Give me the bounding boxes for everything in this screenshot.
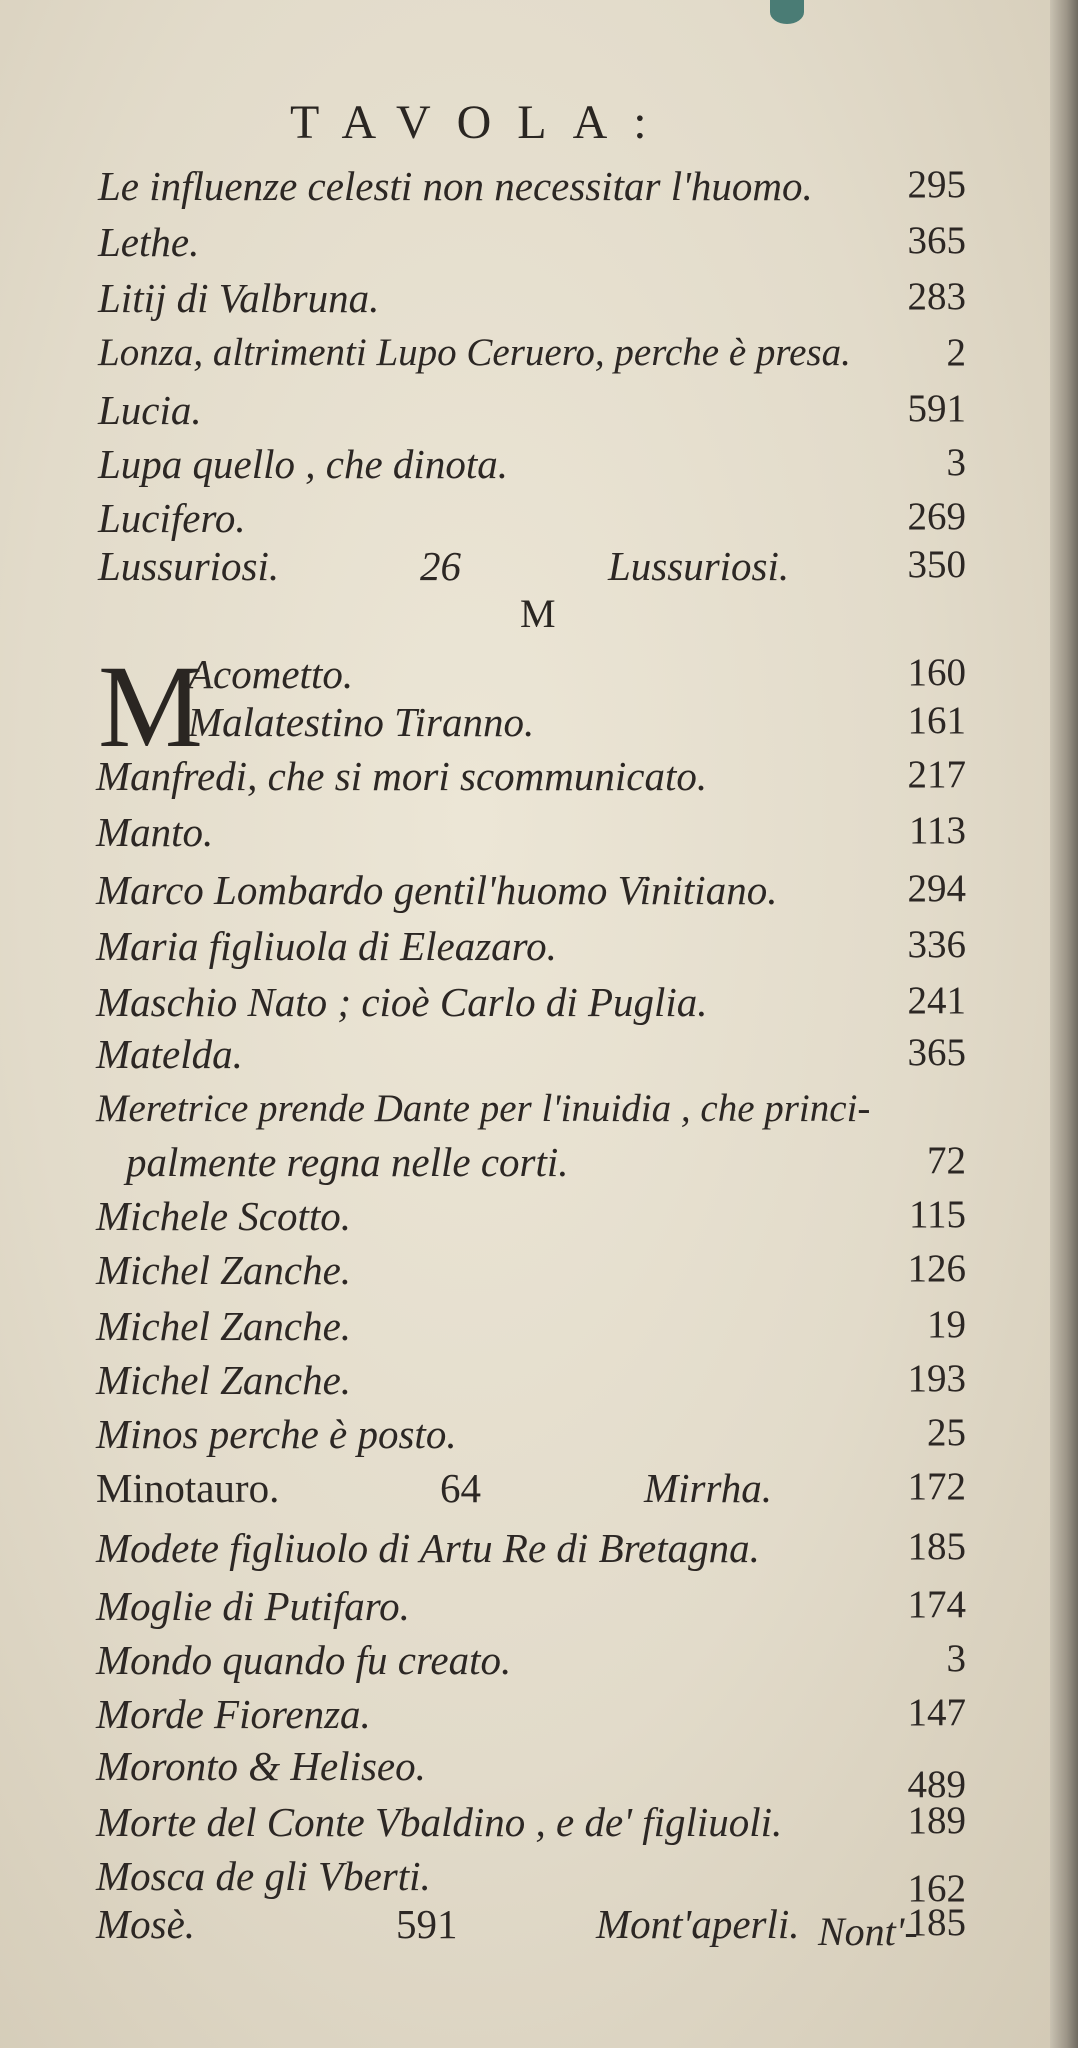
page-number: 193 xyxy=(907,1357,966,1400)
index-entry xyxy=(98,542,1038,592)
index-entry xyxy=(96,1852,1038,1910)
page-number: 350 xyxy=(907,543,966,586)
entry-text: Minos perche è posto. xyxy=(96,1411,457,1457)
entry-text: Mosca de gli Vberti. xyxy=(96,1853,431,1899)
page-number: 25 xyxy=(927,1411,966,1454)
entry-text: Mosè. xyxy=(96,1901,196,1947)
entry-text-second: Mont'aperli. xyxy=(596,1901,800,1947)
index-entry xyxy=(96,1356,1038,1406)
index-entry xyxy=(96,1086,1038,1190)
entry-text: Michel Zanche. xyxy=(96,1357,352,1403)
entry-text: Morde Fiorenza. xyxy=(96,1691,371,1737)
page-number: 147 xyxy=(907,1691,966,1734)
entry-text: Matelda. xyxy=(96,1031,243,1077)
page-number: 161 xyxy=(907,699,966,742)
page-number: 295 xyxy=(907,163,966,206)
entry-text: Lethe. xyxy=(98,219,200,265)
entry-text: Maschio Nato ; cioè Carlo di Puglia. xyxy=(96,979,708,1025)
index-entry xyxy=(96,922,1038,972)
entry-text-second: Mirrha. xyxy=(644,1465,772,1511)
index-entry xyxy=(96,1742,1038,1806)
index-entry xyxy=(96,978,1038,1028)
entry-inline-number: 26 xyxy=(420,543,461,589)
page-number: 162 xyxy=(907,1867,966,1910)
page-number: 336 xyxy=(907,923,966,966)
entry-text: Malatestino Tiranno. xyxy=(188,699,535,745)
ink-stain xyxy=(770,0,804,24)
entry-text: Morte del Conte Vbaldino , e de' figliuoli. xyxy=(96,1799,783,1845)
page-number: 126 xyxy=(907,1247,966,1290)
entry-text: Moronto & Heliseo. xyxy=(96,1743,426,1789)
index-entry xyxy=(96,1464,1038,1514)
index-entry xyxy=(96,1246,1038,1296)
index-entry xyxy=(96,1302,1038,1352)
entry-text: Manfredi, che si mori scommunicato. xyxy=(96,753,708,799)
page-number: 19 xyxy=(927,1303,966,1346)
page-number: 115 xyxy=(908,1193,966,1236)
entry-text: Mondo quando fu creato. xyxy=(96,1637,512,1683)
entry-text: Michel Zanche. xyxy=(96,1247,352,1293)
index-entry xyxy=(96,752,1038,802)
index-entry xyxy=(98,162,1038,212)
index-entry xyxy=(188,698,1038,748)
page-number: 2 xyxy=(946,331,966,374)
index-entry xyxy=(96,1030,1038,1080)
page-number: 113 xyxy=(908,809,966,852)
page-number: 283 xyxy=(907,275,966,318)
entry-text: Litij di Valbruna. xyxy=(98,275,380,321)
page-edge xyxy=(1050,0,1078,2048)
page-number: 189 xyxy=(907,1799,966,1842)
entry-text-continuation: palmente regna nelle corti. xyxy=(126,1139,569,1185)
entry-text: Lupa quello , che dinota. xyxy=(98,441,508,487)
page-number: 591 xyxy=(907,387,966,430)
entry-text: Acometto. xyxy=(188,651,354,697)
index-entry xyxy=(98,386,1038,436)
entry-text: Michele Scotto. xyxy=(96,1193,352,1239)
entry-text: Maria figliuola di Eleazaro. xyxy=(96,923,557,969)
page-header: TAVOLA: xyxy=(290,96,673,149)
page-number: 174 xyxy=(907,1583,966,1626)
index-entry xyxy=(98,494,1038,544)
index-entry xyxy=(96,1690,1038,1740)
page-number: 241 xyxy=(907,979,966,1022)
index-entry xyxy=(96,1636,1038,1686)
entry-text: Lussuriosi. xyxy=(98,543,280,589)
page-number: 365 xyxy=(907,1031,966,1074)
entry-text: Lucifero. xyxy=(98,495,246,541)
section-letter: M xyxy=(520,591,556,636)
entry-text: Modete figliuolo di Artu Re di Bretagna. xyxy=(96,1525,760,1571)
drop-capital: M xyxy=(98,641,203,772)
index-entry xyxy=(96,1410,1038,1460)
index-entry xyxy=(96,1582,1038,1632)
index-entry xyxy=(96,1524,1038,1574)
page-number: 185 xyxy=(907,1525,966,1568)
page-number: 72 xyxy=(927,1139,966,1182)
entry-text: Minotauro. xyxy=(96,1465,280,1511)
index-entry xyxy=(96,808,1038,858)
entry-text: Michel Zanche. xyxy=(96,1303,352,1349)
index-entry xyxy=(96,1798,1038,1848)
catchword: Nont'- xyxy=(818,1909,918,1954)
page-number: 489 xyxy=(907,1763,966,1806)
entry-text: Marco Lombardo gentil'huomo Vinitiano. xyxy=(96,867,778,913)
page-number: 294 xyxy=(907,867,966,910)
page-number: 3 xyxy=(946,1637,966,1680)
index-entry xyxy=(188,650,1038,700)
entry-text: Moglie di Putifaro. xyxy=(96,1583,410,1629)
page-number: 172 xyxy=(907,1465,966,1508)
entry-text: Meretrice prende Dante per l'inuidia , che princi- xyxy=(96,1087,871,1130)
page-number: 269 xyxy=(907,495,966,538)
entry-inline-number: 591 xyxy=(396,1901,458,1947)
index-entry xyxy=(96,866,1038,916)
page-number: 160 xyxy=(907,651,966,694)
page-number: 185 xyxy=(907,1901,966,1944)
index-entry xyxy=(96,1192,1038,1242)
entry-text: Manto. xyxy=(96,809,214,855)
entry-text: Lucia. xyxy=(98,387,202,433)
page-number: 3 xyxy=(946,441,966,484)
entry-text: Lonza, altrimenti Lupo Ceruero, perche è presa. xyxy=(98,331,851,374)
entry-text: Le influenze celesti non necessitar l'huomo. xyxy=(98,163,813,209)
page-number: 217 xyxy=(907,753,966,796)
entry-inline-number: 64 xyxy=(440,1465,481,1511)
page-number: 365 xyxy=(907,219,966,262)
entry-text-second: Lussuriosi. xyxy=(608,543,790,589)
index-entry xyxy=(98,218,1038,268)
index-entry xyxy=(98,274,1038,324)
index-entry xyxy=(98,440,1038,490)
index-entry xyxy=(98,330,1038,380)
